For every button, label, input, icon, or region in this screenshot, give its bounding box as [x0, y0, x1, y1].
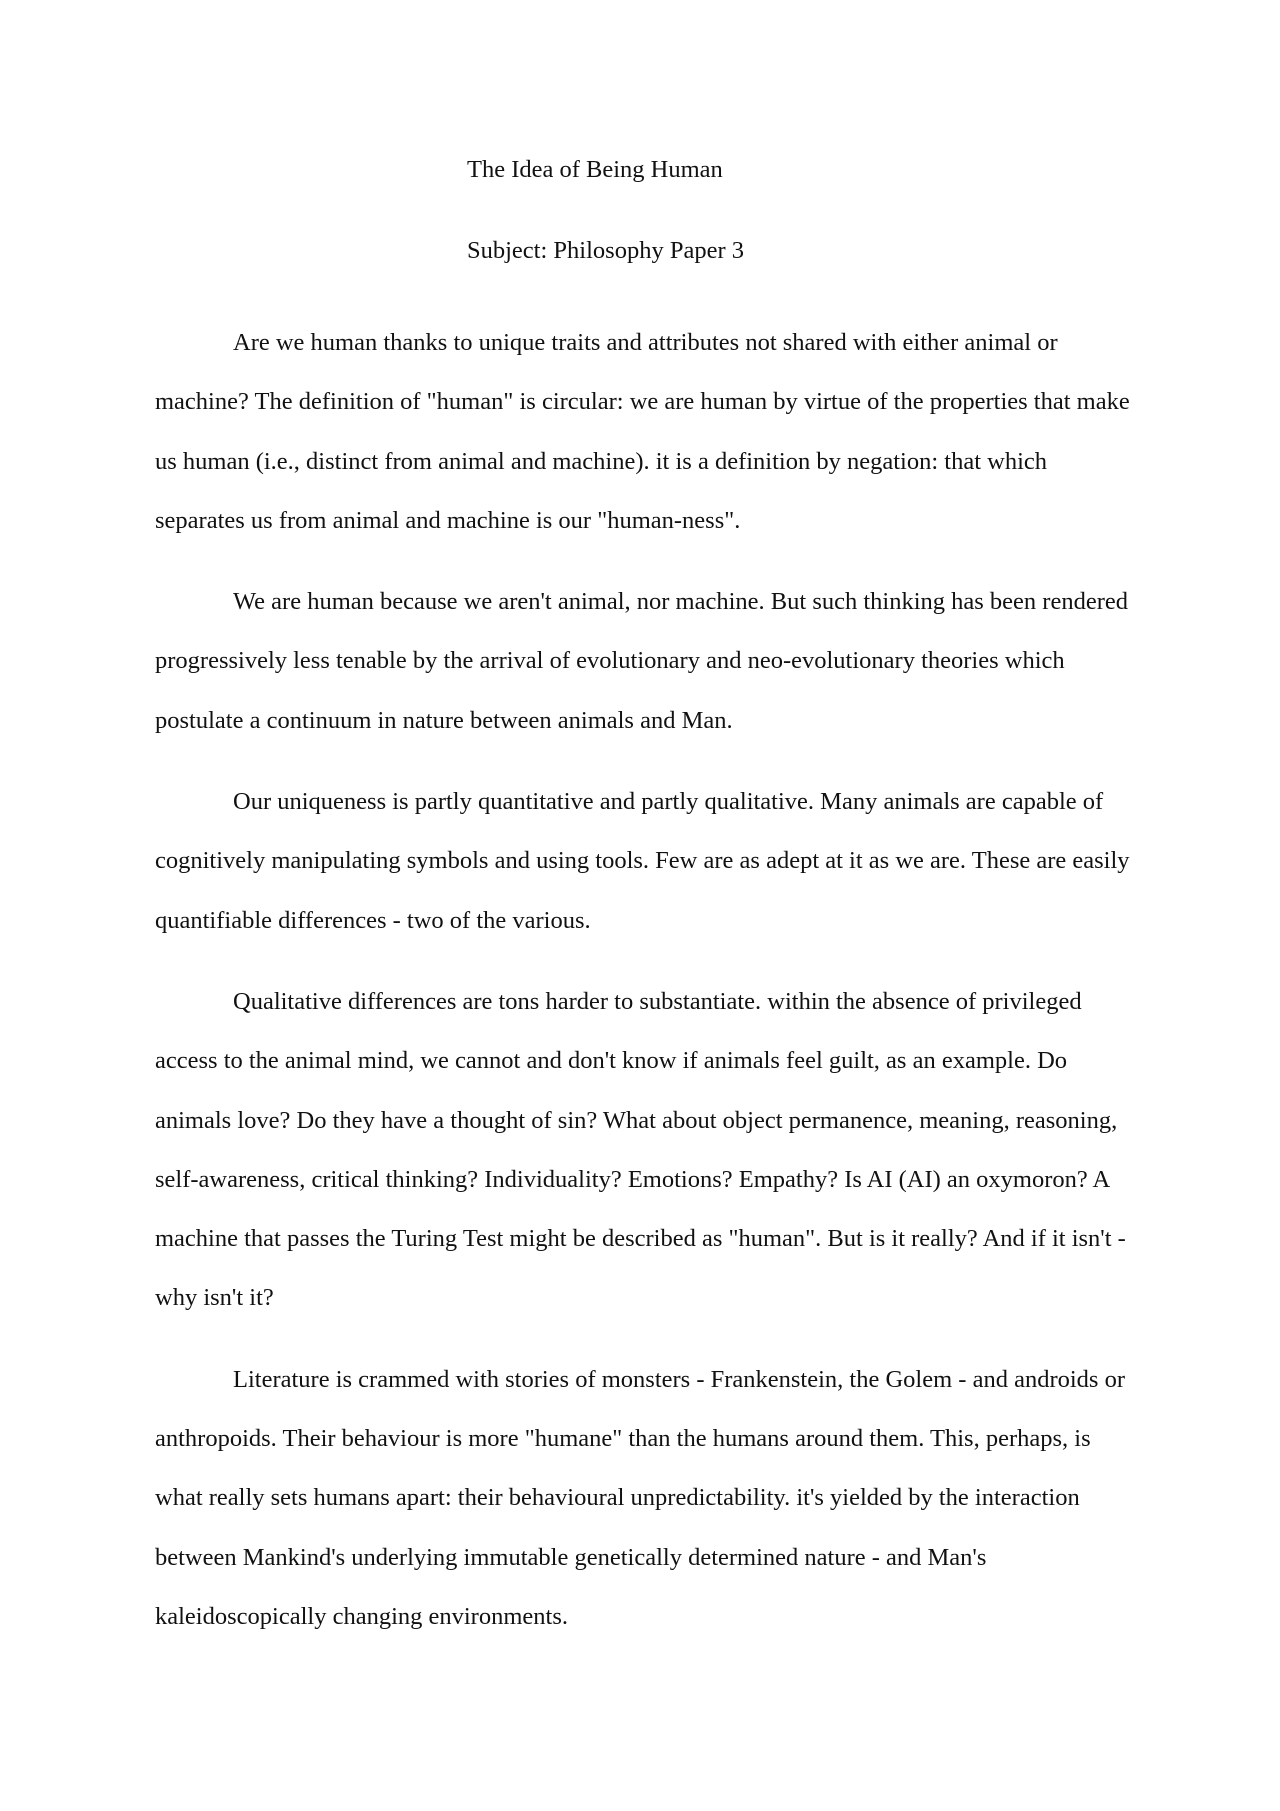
paragraph-2: We are human because we aren't animal, nor machine. But such thinking has been rendered progressively less tenable by the arrival of evolutionary and neo-evolutionary theories which postulate a continuum in nature between animals and Man. [155, 588, 1128, 734]
paragraph-5: Literature is crammed with stories of monsters - Frankenstein, the Golem - and androids or anthropoids. Their behaviour is more "humane" than the humans around them. This, perhaps, is what really sets humans apart: their behavioural unpredictability. it's yielded by the interaction between Mankind's underlying immutable genetically determined nature - and Man's kaleidoscopically changing environments. [155, 1365, 1125, 1630]
paragraph-4: Qualitative differences are tons harder to substantiate. within the absence of privileged access to the animal mind, we cannot and don't know if animals feel guilt, as an example. Do animals love? Do they have a thought of sin? What about object permanence, meaning, reasoning, self-awareness, critical thinking? Individuality? Emotions? Empathy? Is AI (AI) an oxymoron? A machine that passes the Turing Test might be described as "human". But is it really? And if it isn't - why isn't it? [155, 987, 1126, 1312]
paragraph-3: Our uniqueness is partly quantitative and partly qualitative. Many animals are capable of cognitively manipulating symbols and using tools. Few are as adept at it as we are. These are easily quantifiable differences - two of the various. [155, 788, 1130, 934]
document-body [155, 313, 1131, 1668]
document-subject: Subject: Philosophy Paper 3 [467, 237, 744, 264]
document-title: The Idea of Being Human [467, 156, 723, 183]
paragraph-1: Are we human thanks to unique traits and attributes not shared with either animal or machine? The definition of "human" is circular: we are human by virtue of the properties that make us human (i.e., distinct from animal and machine). it is a definition by negation: that which separates us from animal and machine is our "human-ness". [155, 329, 1130, 534]
